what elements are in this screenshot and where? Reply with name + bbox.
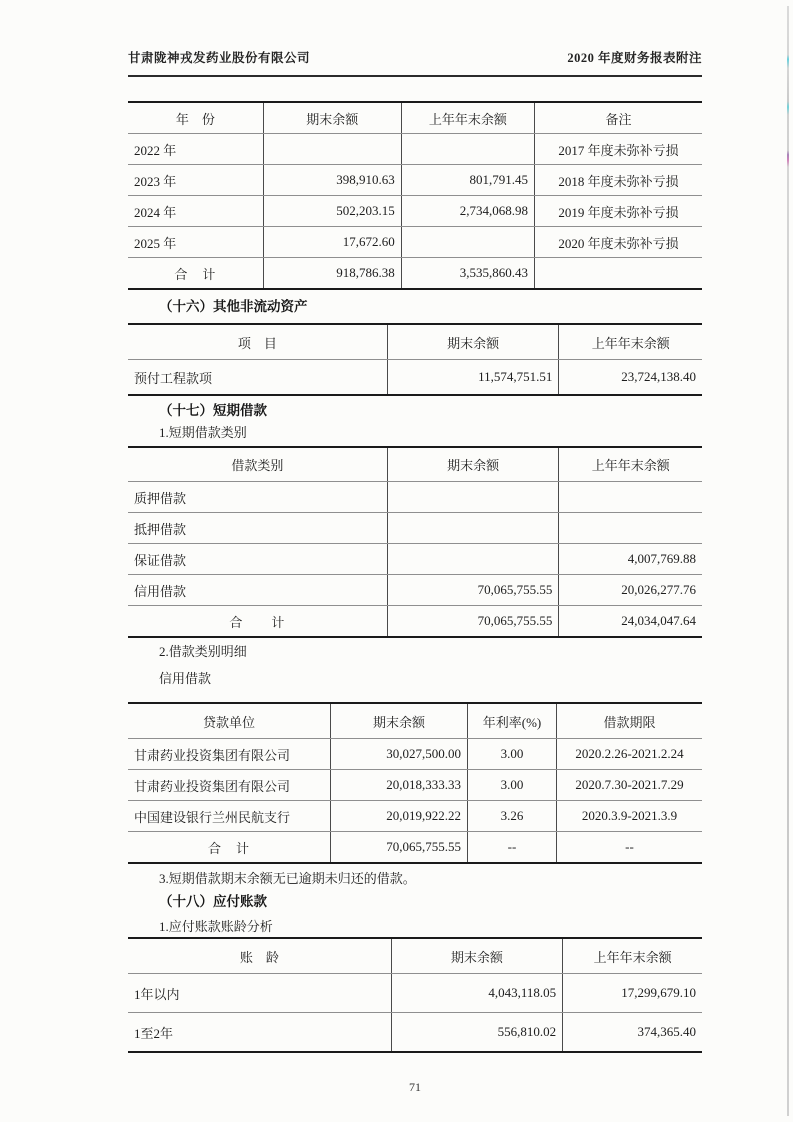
table-cell: 3.00 — [468, 770, 557, 801]
table-cell: 2022 年 — [128, 134, 263, 165]
table-row — [128, 606, 702, 638]
table-row — [128, 801, 702, 832]
table-header-row — [128, 102, 702, 134]
column-header: 上年年末余额 — [559, 324, 702, 360]
column-header: 期末余额 — [387, 447, 559, 482]
column-header: 贷款单位 — [128, 703, 331, 739]
column-header: 备注 — [534, 102, 702, 134]
table-cell: 374,365.40 — [637, 1024, 696, 1039]
page-header — [128, 48, 702, 77]
table-header-row — [128, 938, 702, 974]
table-cell — [401, 134, 534, 165]
section-18-title: （十八）应付账款 — [159, 894, 267, 909]
table-row — [128, 482, 702, 513]
table-cell: 甘肃药业投资集团有限公司 — [128, 770, 331, 801]
document-content — [128, 48, 702, 1095]
section-16-title: （十六）其他非流动资产 — [159, 299, 308, 314]
column-header: 上年年末余额 — [559, 447, 702, 482]
section-17-sub1: 1.短期借款类别 — [159, 425, 247, 440]
table-cell: 2024 年 — [128, 196, 263, 227]
table-cell: 70,065,755.55 — [387, 606, 559, 638]
table-cell: 合 计 — [128, 832, 331, 864]
table-cell: -- — [468, 832, 557, 864]
carryforward-loss-table — [128, 101, 702, 290]
table-cell: 2020.3.9-2021.3.9 — [556, 801, 702, 832]
table-row — [128, 513, 702, 544]
table-cell: 2020 年度未弥补亏损 — [534, 227, 702, 258]
credit-loan-label: 信用借款 — [159, 671, 212, 686]
column-header: 期末余额 — [387, 324, 559, 360]
table-cell: 2020.7.30-2021.7.29 — [556, 770, 702, 801]
table-cell: 抵押借款 — [128, 513, 387, 544]
table-cell: 3,535,860.43 — [401, 258, 534, 290]
table-row — [128, 974, 702, 1013]
table-header-row — [128, 324, 702, 360]
table-row — [128, 832, 702, 864]
column-header: 年 份 — [128, 102, 263, 134]
table-row — [128, 227, 702, 258]
table-cell: 24,034,047.64 — [621, 613, 696, 628]
table-cell: 2023 年 — [128, 165, 263, 196]
table-cell: 4,007,769.88 — [559, 544, 702, 575]
table-row — [128, 544, 702, 575]
table-cell: 2025 年 — [128, 227, 263, 258]
table-cell: 30,027,500.00 — [331, 739, 468, 770]
table-cell: 合 计 — [128, 258, 263, 290]
table-cell — [559, 482, 702, 513]
table-cell: 11,574,751.51 — [387, 360, 559, 396]
column-header: 借款期限 — [556, 703, 702, 739]
accounts-payable-aging-table — [128, 937, 702, 1053]
table-cell: -- — [625, 839, 634, 854]
table-cell: 70,065,755.55 — [331, 832, 468, 864]
column-header: 期末余额 — [331, 703, 468, 739]
table-row — [128, 196, 702, 227]
table-cell: 398,910.63 — [263, 165, 401, 196]
table-cell: 23,724,138.40 — [621, 369, 696, 384]
table-cell: 中国建设银行兰州民航支行 — [128, 801, 331, 832]
table-row — [128, 258, 702, 290]
table-cell — [387, 544, 559, 575]
credit-loan-detail-table — [128, 702, 702, 864]
column-header: 上年年末余额 — [401, 102, 534, 134]
table-cell: 801,791.45 — [401, 165, 534, 196]
table-header-row — [128, 703, 702, 739]
table-cell: 2017 年度未弥补亏损 — [534, 134, 702, 165]
table-cell — [263, 134, 401, 165]
table-cell — [401, 227, 534, 258]
column-header: 上年年末余额 — [563, 938, 702, 974]
table-cell: 20,019,922.22 — [331, 801, 468, 832]
table-row — [128, 165, 702, 196]
table-cell: 质押借款 — [128, 482, 387, 513]
table-cell: 70,065,755.55 — [387, 575, 559, 606]
table-cell: 甘肃药业投资集团有限公司 — [128, 739, 331, 770]
section-17-sub3: 3.短期借款期末余额无已逾期未归还的借款。 — [159, 871, 416, 886]
table-cell — [387, 482, 559, 513]
table-row — [128, 575, 702, 606]
table-cell: 918,786.38 — [263, 258, 401, 290]
table-cell: 保证借款 — [128, 544, 387, 575]
column-header: 账 龄 — [128, 938, 391, 974]
table-cell: 502,203.15 — [263, 196, 401, 227]
table-cell: 17,299,679.10 — [563, 974, 702, 1013]
column-header: 期末余额 — [391, 938, 563, 974]
table-cell: 合 计 — [128, 606, 387, 638]
table-cell: 20,026,277.76 — [559, 575, 702, 606]
table-cell: 3.26 — [468, 801, 557, 832]
table-cell — [534, 258, 702, 290]
scan-page-edge — [787, 6, 789, 1116]
table-cell: 4,043,118.05 — [391, 974, 563, 1013]
table-header-row — [128, 447, 702, 482]
column-header: 年利率(%) — [468, 703, 557, 739]
column-header: 期末余额 — [263, 102, 401, 134]
table-cell: 预付工程款项 — [128, 360, 387, 396]
table-row — [128, 360, 702, 396]
table-cell: 1至2年 — [128, 1013, 391, 1053]
table-cell: 2018 年度未弥补亏损 — [534, 165, 702, 196]
company-name: 甘肃陇神戎发药业股份有限公司 — [128, 51, 311, 65]
section-18-sub1: 1.应付账款账龄分析 — [159, 919, 273, 934]
table-row — [128, 134, 702, 165]
table-cell: 2019 年度未弥补亏损 — [534, 196, 702, 227]
table-cell: 17,672.60 — [263, 227, 401, 258]
table-cell — [387, 513, 559, 544]
report-title: 2020 年度财务报表附注 — [567, 51, 702, 65]
column-header: 项 目 — [128, 324, 387, 360]
table-row — [128, 739, 702, 770]
table-row — [128, 770, 702, 801]
table-cell: 2020.2.26-2021.2.24 — [556, 739, 702, 770]
column-header: 借款类别 — [128, 447, 387, 482]
page-number: 71 — [409, 1080, 421, 1094]
section-17-sub2: 2.借款类别明细 — [159, 644, 247, 659]
table-cell — [559, 513, 702, 544]
short-term-loan-category-table — [128, 446, 702, 638]
table-cell: 556,810.02 — [391, 1013, 563, 1053]
table-cell: 20,018,333.33 — [331, 770, 468, 801]
other-noncurrent-assets-table — [128, 323, 702, 396]
section-17-title: （十七）短期借款 — [159, 403, 267, 418]
table-cell: 2,734,068.98 — [401, 196, 534, 227]
table-cell: 1年以内 — [128, 974, 391, 1013]
table-row — [128, 1013, 702, 1053]
table-cell: 信用借款 — [128, 575, 387, 606]
table-cell: 3.00 — [468, 739, 557, 770]
